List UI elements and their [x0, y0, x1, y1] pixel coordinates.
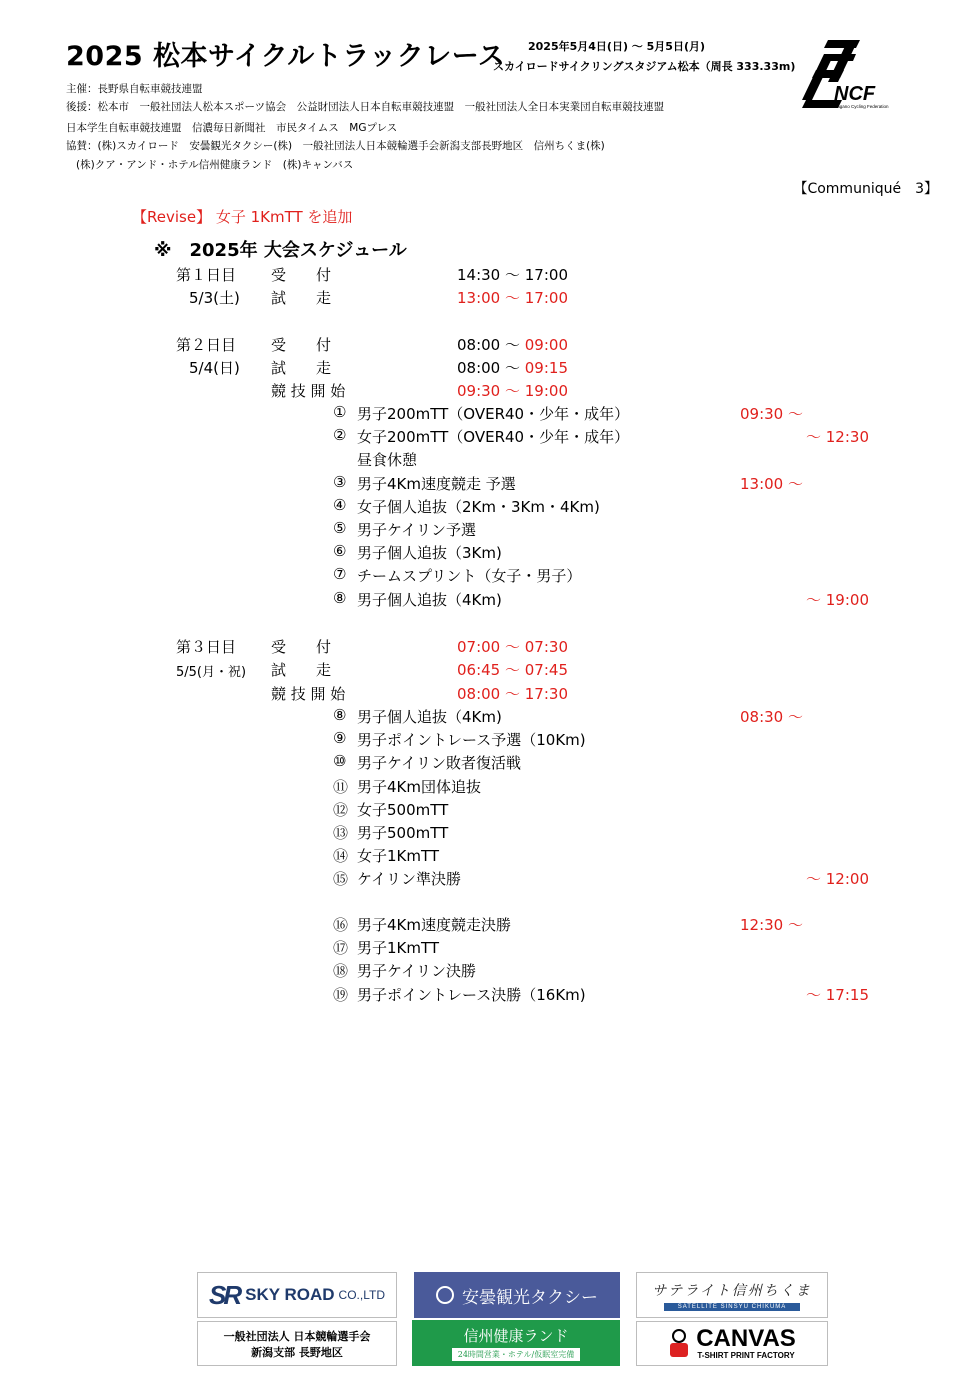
event-row [0, 752, 974, 775]
day1-trial-row [0, 287, 974, 310]
day3-trial-row [0, 659, 974, 682]
competition-start-label: 競 技 開 始 [271, 382, 346, 400]
event-row [0, 496, 974, 519]
kenko-subname: 24時間営業・ホテル/仮眠室完備 [452, 1348, 580, 1361]
event-number: ⑫ [333, 800, 349, 819]
event-name: チームスプリント（女子・男子） [357, 567, 582, 586]
ncf-logo-text: NCF [834, 83, 876, 105]
event-start-time: 12:30 ～ [740, 916, 803, 934]
event-name: 男子500mTT [357, 824, 449, 842]
reception-time [457, 334, 568, 355]
skyroad-mark-icon: SR [208, 1279, 240, 1310]
event-start-time: 09:30 ～ [740, 405, 803, 423]
reception-time-end: 09:00 [524, 336, 568, 354]
event-row [0, 960, 974, 983]
event-row [0, 984, 974, 1007]
event-name: 女子個人追抜（2Km・3Km・4Km) [357, 497, 600, 516]
event-venue: スカイロードサイクリングスタジアム松本（周長 333.33m) [493, 60, 796, 73]
event-number: ⑤ [333, 519, 347, 537]
canvas-subname: T-SHIRT PRINT FACTORY [697, 1351, 795, 1360]
trial-time: 06:45 ～ 07:45 [457, 661, 568, 679]
event-name: 男子ケイリン予選 [357, 521, 476, 539]
sponsor-canvas [636, 1321, 828, 1366]
event-start-time: 08:30 ～ [740, 708, 803, 726]
event-number: ② [333, 426, 347, 445]
event-end-time: ～ 12:00 [806, 870, 869, 889]
event-row [0, 937, 974, 960]
event-name: 男子ポイントレース決勝（16Km) [357, 985, 586, 1004]
organizer-line: (株)クア・アンド・ホテル信州健康ランド (株)キャンバス [76, 159, 354, 171]
day2-trial-row [0, 357, 974, 380]
azumi-name: 安曇観光タクシー [462, 1287, 598, 1308]
organizer-line: 後援：松本市 一般社団法人松本スポーツ協会 公益財団法人日本自転車競技連盟 一般社団法人全日本実業団自転車競技連盟 [66, 101, 665, 113]
reception-time-start: 08:00 ～ [457, 336, 525, 354]
sponsor-azumi-taxi [414, 1272, 620, 1318]
event-number: ① [333, 403, 347, 421]
event-row [0, 914, 974, 937]
sponsor-shinshu-kenko-land [412, 1320, 620, 1366]
event-name: 男子1KmTT [357, 939, 440, 958]
event-name: 男子4Km速度競走決勝 [357, 916, 511, 934]
day-label: 第３日目 [176, 638, 237, 656]
event-name: 昼食休憩 [357, 451, 418, 470]
sponsor-shinshu-chikuma [636, 1272, 828, 1318]
ncf-logo-subtext: Nagano Cycling Federation [834, 104, 889, 109]
event-row [0, 822, 974, 845]
event-number: ⑯ [333, 916, 349, 934]
event-name: 男子4Km速度競走 予選 [357, 474, 516, 493]
event-name: 男子個人追抜（3Km) [357, 544, 502, 563]
event-name: 男子200mTT（OVER40・少年・成年） [357, 405, 630, 423]
event-name: 女子200mTT（OVER40・少年・成年） [357, 428, 630, 447]
competition-start-time: 08:00 ～ 17:30 [457, 685, 568, 703]
trial-label: 試 走 [271, 289, 332, 307]
event-row [0, 776, 974, 799]
event-row [0, 403, 974, 426]
sponsor-keirin-association [197, 1321, 397, 1366]
event-number: ⑰ [333, 939, 349, 958]
event-number: ⑮ [333, 870, 349, 889]
event-start-time: 13:00 ～ [740, 474, 803, 493]
day3-start-row [0, 683, 974, 706]
day-date: 5/5(月・祝) [176, 665, 247, 680]
trial-label: 試 走 [271, 359, 332, 377]
event-row [0, 565, 974, 588]
reception-label: 受 付 [271, 638, 332, 656]
chikuma-name: サテライト信州ちくま [652, 1282, 812, 1299]
schedule-heading: ※ 2025年 大会スケジュール [154, 240, 407, 261]
event-number: ⑪ [333, 777, 349, 796]
event-name: ケイリン準決勝 [357, 870, 461, 889]
competition-start-label: 競 技 開 始 [271, 685, 346, 703]
organizer-line: 協賛：(株)スカイロード 安曇観光タクシー(株) 一般社団法人日本競輪選手会新潟支部長野地区 信州ちくま(株) [66, 140, 605, 152]
canvas-mascot-icon [668, 1329, 690, 1359]
trial-time-start: 08:00 ～ [457, 359, 525, 377]
event-row [0, 426, 974, 449]
competition-start-time: 09:30 ～ 19:00 [457, 382, 568, 400]
revise-note: 【Revise】 女子 1KmTT を追加 [132, 208, 353, 226]
canvas-name: CANVAS [696, 1325, 796, 1352]
event-number: ⑬ [333, 824, 349, 842]
day-date: 5/3(土) [189, 289, 240, 307]
event-number: ⑥ [333, 542, 347, 561]
communique-number: 【Communiqué 3】 [793, 181, 938, 197]
reception-time: 07:00 ～ 07:30 [457, 638, 568, 656]
event-row [0, 799, 974, 822]
event-row [0, 589, 974, 612]
event-name: 男子個人追抜（4Km) [357, 708, 502, 726]
event-number: ⑦ [333, 565, 347, 584]
day-label: 第２日目 [176, 336, 237, 354]
event-row [0, 868, 974, 891]
trial-time [457, 357, 568, 378]
day2-reception-row [0, 334, 974, 357]
event-row [0, 706, 974, 729]
chikuma-subname: SATELLITE SINSYU CHIKUMA [664, 1303, 801, 1311]
event-number: ④ [333, 495, 347, 514]
day-label: 第１日目 [176, 266, 237, 284]
organizer-line: 日本学生自転車競技連盟 信濃毎日新聞社 市民タイムス MGプレス [66, 122, 398, 134]
reception-label: 受 付 [271, 266, 332, 284]
trial-time-end: 09:15 [524, 359, 568, 377]
event-number: ⑱ [333, 962, 349, 981]
canvas-text-block [696, 1327, 796, 1360]
event-date: 2025年5月4日(日) ～ 5月5日(月) [528, 40, 705, 53]
event-name: 女子1KmTT [357, 847, 440, 866]
page-title: 2025 松本サイクルトラックレース [66, 41, 506, 72]
keirin-line-1: 一般社団法人 日本競輪選手会 [223, 1329, 371, 1343]
ncf-logo [798, 36, 896, 118]
event-row [0, 519, 974, 542]
kenko-name: 信州健康ランド [463, 1327, 569, 1345]
event-name: 男子4Km団体追抜 [357, 777, 481, 796]
event-end-time: ～ 17:15 [806, 985, 869, 1004]
event-number: ⑧ [333, 706, 347, 724]
event-end-time: ～ 19:00 [806, 590, 869, 609]
event-row [0, 449, 974, 472]
skyroad-suffix: CO.,LTD [338, 1288, 385, 1302]
event-number: ⑩ [333, 752, 347, 771]
trial-time: 13:00 ～ 17:00 [457, 289, 568, 307]
sponsor-skyroad [197, 1272, 397, 1318]
event-number: ⑭ [333, 847, 349, 866]
event-number: ⑧ [333, 588, 347, 607]
event-row [0, 729, 974, 752]
event-row [0, 473, 974, 496]
day-date: 5/4(日) [189, 359, 240, 377]
event-end-time: ～ 12:30 [806, 428, 869, 447]
day1-reception-row [0, 264, 974, 287]
day3-reception-row [0, 636, 974, 659]
reception-label: 受 付 [271, 336, 332, 354]
event-row [0, 845, 974, 868]
event-number: ③ [333, 472, 347, 491]
event-row [0, 542, 974, 565]
event-number: ⑲ [333, 985, 349, 1004]
azumi-logo-icon [436, 1286, 454, 1304]
event-name: 男子ポイントレース予選（10Km) [357, 731, 586, 750]
reception-time: 14:30 ～ 17:00 [457, 266, 568, 284]
event-name: 男子ケイリン決勝 [357, 962, 476, 981]
event-name: 女子500mTT [357, 800, 449, 819]
organizer-line: 主催：長野県自転車競技連盟 [66, 83, 203, 95]
day2-start-row [0, 380, 974, 403]
event-number: ⑨ [333, 729, 347, 748]
keirin-line-2: 新潟支部 長野地区 [251, 1345, 343, 1359]
skyroad-name: SKY ROAD [245, 1285, 335, 1304]
trial-label: 試 走 [271, 661, 332, 679]
event-name: 男子個人追抜（4Km) [357, 590, 502, 609]
event-name: 男子ケイリン敗者復活戦 [357, 754, 521, 773]
